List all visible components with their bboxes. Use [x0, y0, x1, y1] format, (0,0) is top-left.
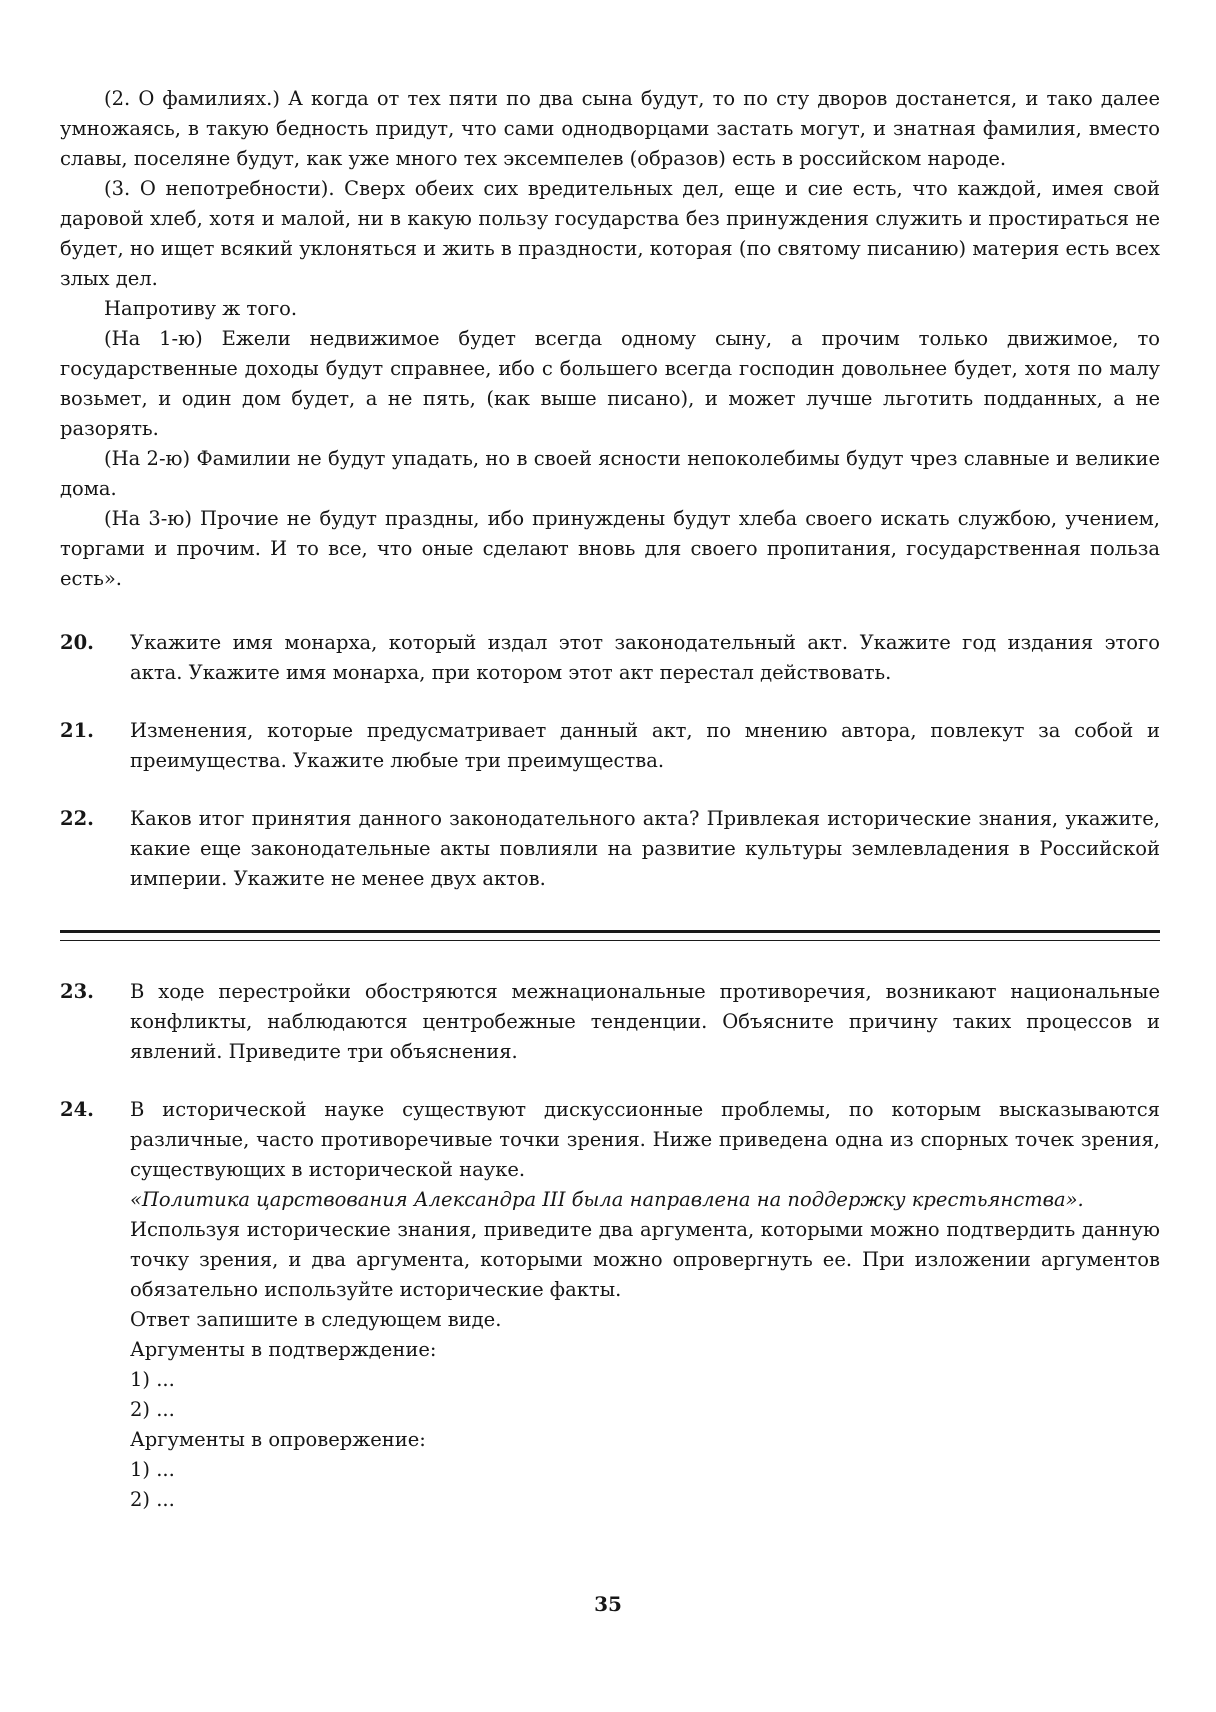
paragraph: Напротиву ж того. [104, 297, 298, 320]
refute-label: Аргументы в опровержение: [130, 1428, 426, 1451]
question-text: Укажите имя монарха, который издал этот законодательный акт. Укажите год издания этого акта. Укажите имя монарха, при котором этот акт перестал действовать. [130, 631, 1160, 684]
refute-item: 1) ... [130, 1458, 175, 1481]
answer-template [130, 1335, 1160, 1515]
question-text: Изменения, которые предусматривает данный акт, по мнению автора, повлекут за собой и преимущества. Укажите любые три преимущества. [130, 719, 1160, 772]
question-number: 20. [60, 631, 94, 654]
question-text: Каков итог принятия данного законодательного акта? Привлекая исторические знания, укажите, какие еще законодательные акты повлияли на развитие культуры землевладения в Российской империи. Укажите не менее двух актов. [130, 807, 1160, 890]
question-list-2 [60, 977, 1160, 1515]
question-21 [60, 716, 1160, 776]
question-23 [60, 977, 1160, 1067]
question-text: В ходе перестройки обостряются межнациональные противоречия, возникают национальные конфликты, наблюдаются центробежные тенденции. Объясните причину таких процессов и явлений. Приведите три объяснения. [130, 980, 1160, 1063]
paragraph: (На 1-ю) Ежели недвижимое будет всегда одному сыну, а прочим только движимое, то государственные доходы будут справнее, ибо с большего всегда господин довольнее будет, хотя по малу возьмет, и один дом будет, а не пять, (как выше писано), и может лучше льготить подданных, а не разорять. [60, 327, 1160, 440]
question-text: В исторической науке существуют дискуссионные проблемы, по которым высказываются различные, часто противоречивые точки зрения. Ниже приведена одна из спорных точек зрения, существующих в исторической науке. [130, 1098, 1160, 1181]
disputed-quote: «Политика царствования Александра III была направлена на поддержку крестьянства». [130, 1188, 1084, 1211]
paragraph: (2. О фамилиях.) А когда от тех пяти по два сына будут, то по сту дворов достанется, и тако далее умножаясь, в такую бедность придут, что сами однодворцами застать могут, и знатная фамилия, вместо славы, поселяне будут, как уже много тех эксемпелев (образов) есть в российском народе. [60, 87, 1160, 170]
question-number: 24. [60, 1098, 94, 1121]
paragraph: (На 2-ю) Фамилии не будут упадать, но в своей ясности непоколебимы будут чрез славные и великие дома. [60, 447, 1160, 500]
task-text: Используя исторические знания, приведите два аргумента, которыми можно подтвердить данную точку зрения, и два аргумента, которыми можно опровергнуть ее. При изложении аргументов обязательно используйте исторические факты. [130, 1218, 1160, 1301]
paragraph: (На 3-ю) Прочие не будут праздны, ибо принуждены будут хлеба своего искать службою, учением, торгами и прочим. И то все, что оные сделают вновь для своего пропитания, государственная польза есть». [60, 507, 1160, 590]
confirm-item: 2) ... [130, 1398, 175, 1421]
question-20 [60, 628, 1160, 688]
section-divider [60, 930, 1160, 941]
page-number: 35 [594, 1592, 622, 1616]
paragraph: (3. О непотребности). Сверх обеих сих вредительных дел, еще и сие есть, что каждой, имея свой даровой хлеб, хотя и малой, ни в какую пользу государства без принуждения служить и простираться не будет, но ищет всякий уклоняться и жить в праздности, которая (по святому писанию) материя есть всех злых дел. [60, 177, 1160, 290]
question-list [60, 628, 1160, 894]
answer-format: Ответ запишите в следующем виде. [130, 1308, 502, 1331]
refute-item: 2) ... [130, 1488, 175, 1511]
question-22 [60, 804, 1160, 894]
question-number: 22. [60, 807, 94, 830]
question-number: 21. [60, 719, 94, 742]
confirm-item: 1) ... [130, 1368, 175, 1391]
question-number: 23. [60, 980, 94, 1003]
document-page [60, 84, 1160, 1515]
source-text [60, 84, 1160, 594]
question-24 [60, 1095, 1160, 1515]
confirm-label: Аргументы в подтверждение: [130, 1338, 437, 1361]
